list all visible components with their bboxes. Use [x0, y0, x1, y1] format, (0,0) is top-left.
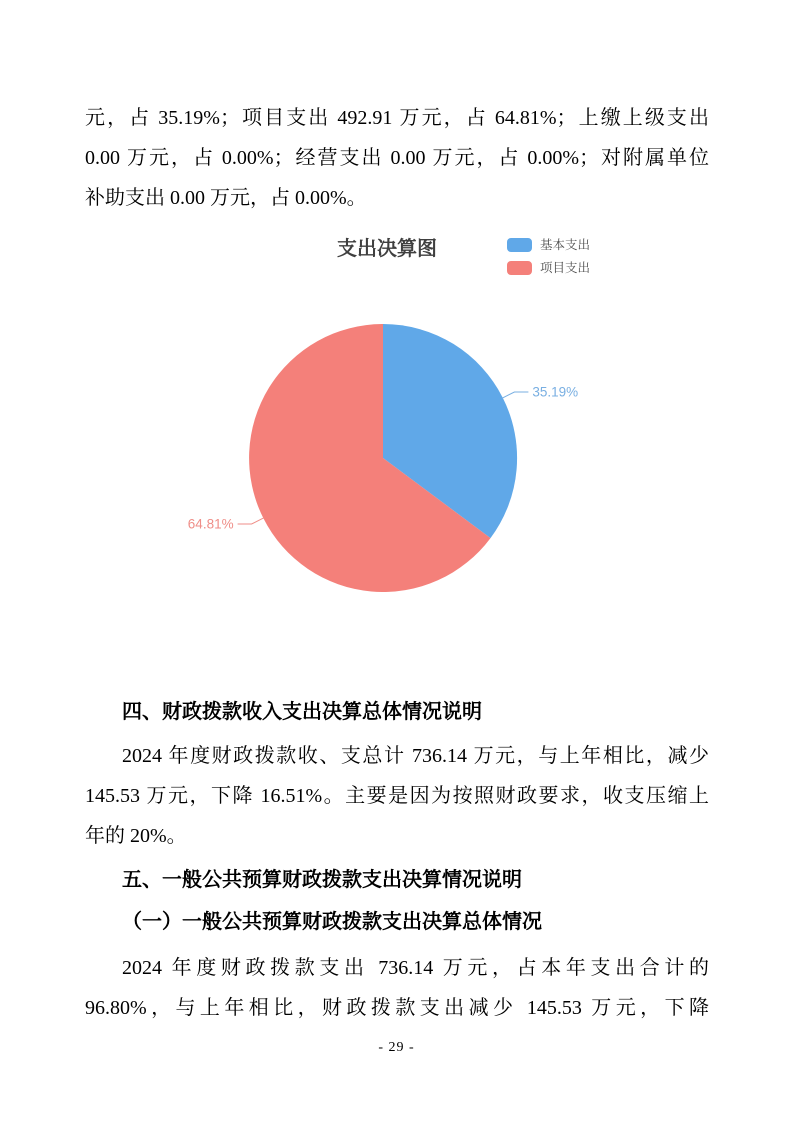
section5-paragraph [85, 948, 709, 1028]
text-line: 元，占 35.19%；项目支出 492.91 万元，占 64.81%；上缴上级支出 [85, 107, 709, 129]
pie-label-leader-line [238, 518, 265, 524]
pie-slice-percentage-label: 64.81% [187, 516, 234, 532]
text-line: 96.80%，与上年相比，财政拨款支出减少 145.53 万元，下降 [85, 997, 709, 1019]
chart-title: 支出决算图 [337, 238, 437, 260]
legend-swatch-project-expenditure-icon [507, 261, 532, 275]
pie-label-leader-line [502, 392, 529, 398]
legend-item-basic-expenditure [507, 238, 590, 252]
section4-heading: 四、财政拨款收入支出决算总体情况说明 [122, 701, 482, 723]
legend-label-project-expenditure: 项目支出 [540, 261, 591, 275]
paragraph-expenditure-breakdown [85, 98, 709, 218]
section5-subheading: （一）一般公共预算财政拨款支出决算总体情况 [122, 911, 542, 933]
text-line: 0.00 万元，占 0.00%；经营支出 0.00 万元，占 0.00%；对附属单位 [85, 147, 709, 169]
pie-slice-percentage-label: 35.19% [532, 384, 579, 400]
text-line: 补助支出 0.00 万元，占 0.00%。 [85, 187, 367, 209]
legend-label-basic-expenditure: 基本支出 [540, 238, 591, 252]
text-line: 2024 年度财政拨款收、支总计 736.14 万元，与上年相比，减少 [122, 745, 709, 767]
page-number: - 29 - [378, 1040, 415, 1055]
text-line: 2024 年度财政拨款支出 736.14 万元，占本年支出合计的 [122, 957, 709, 979]
legend-item-project-expenditure [507, 261, 590, 275]
pie-chart-svg [160, 300, 620, 640]
text-line: 145.53 万元，下降 16.51%。主要是因为按照财政要求，收支压缩上 [85, 785, 709, 807]
legend-swatch-basic-expenditure-icon [507, 238, 532, 252]
chart-legend [507, 238, 590, 275]
section4-paragraph [85, 736, 709, 856]
section5-heading: 五、一般公共预算财政拨款支出决算情况说明 [122, 869, 522, 891]
text-line: 年的 20%。 [85, 825, 187, 847]
